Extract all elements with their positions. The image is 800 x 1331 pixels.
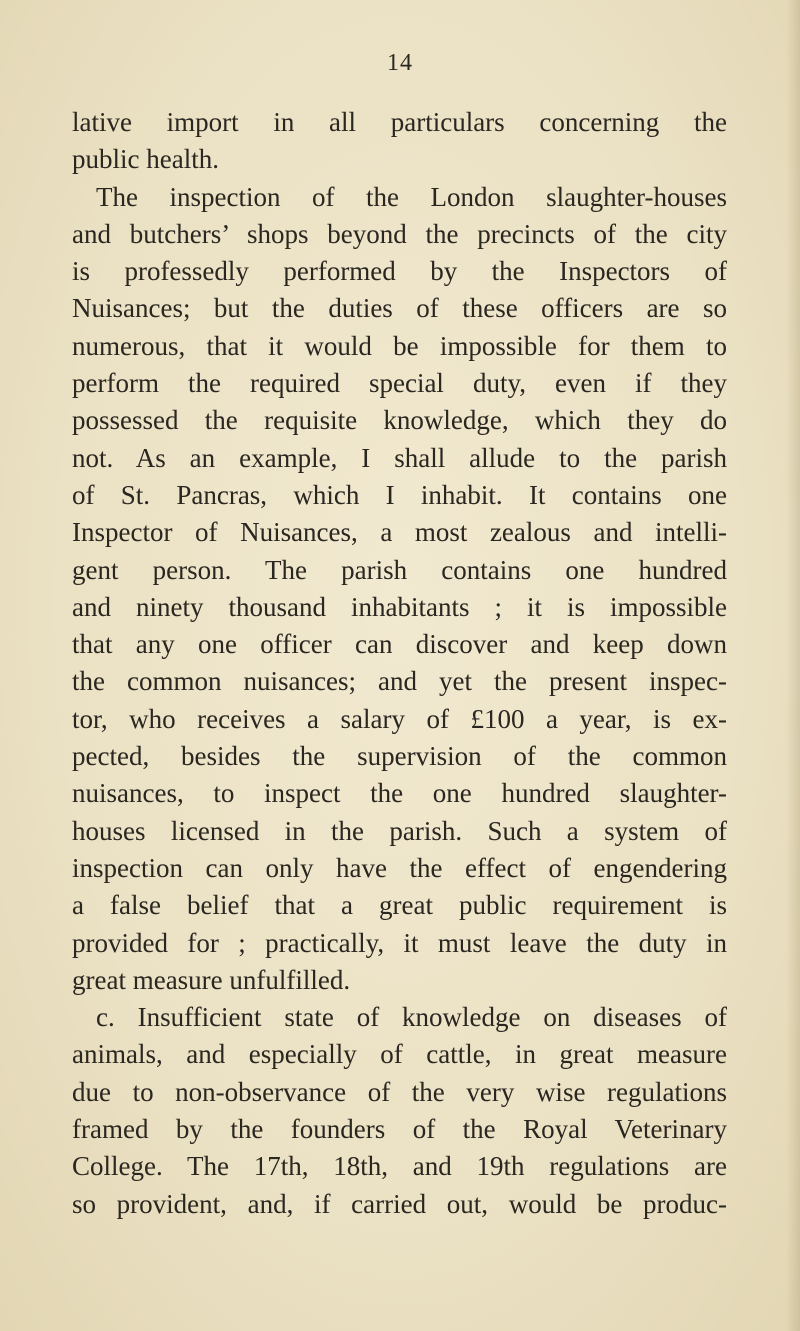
- text-line: Inspector of Nuisances, a most zealous and intelli-: [72, 517, 727, 548]
- text-line: gent person. The parish contains one hundred: [72, 554, 727, 585]
- text-line: Nuisances; but the duties of these officers are so: [72, 293, 727, 324]
- body-text: [72, 104, 727, 1223]
- text-line: College. The 17th, 18th, and 19th regulations are: [72, 1151, 727, 1182]
- text-line: and ninety thousand inhabitants ; it is impossible: [72, 591, 727, 622]
- text-line: not. As an example, I shall allude to the parish: [72, 442, 727, 473]
- text-line: tor, who receives a salary of £100 a year, is ex-: [72, 703, 727, 734]
- text-line: due to non-observance of the very wise regulations: [72, 1076, 727, 1107]
- text-line: lative import in all particulars concerning the: [72, 107, 727, 137]
- text-line: animals, and especially of cattle, in great measure: [72, 1039, 727, 1070]
- text-line: houses licensed in the parish. Such a system of: [72, 815, 727, 846]
- text-line: and butchers’ shops beyond the precincts of the city: [72, 218, 727, 249]
- text-line: framed by the founders of the Royal Veterinary: [72, 1114, 727, 1145]
- text-line: numerous, that it would be impossible for them to: [72, 330, 727, 361]
- text-line: inspection can only have the effect of engendering: [72, 852, 727, 883]
- text-line: so provident, and, if carried out, would be produc-: [72, 1188, 727, 1219]
- text-line: possessed the requisite knowledge, which they do: [72, 405, 727, 436]
- text-line: is professedly performed by the Inspectors of: [72, 256, 727, 287]
- text-line: nuisances, to inspect the one hundred slaughter-: [72, 778, 727, 809]
- text-line: provided for ; practically, it must leave the duty in: [72, 927, 727, 958]
- text-line: c. Insufficient state of knowledge on diseases of: [96, 1002, 727, 1033]
- text-line: a false belief that a great public requirement is: [72, 890, 727, 921]
- page-number: 14: [387, 50, 413, 76]
- text-line: the common nuisances; and yet the present inspec-: [72, 666, 727, 697]
- page-edge-shadow: [786, 0, 800, 1331]
- text-line: that any one officer can discover and keep down: [72, 629, 727, 660]
- text-line: of St. Pancras, which I inhabit. It contains one: [72, 479, 727, 510]
- text-line: great measure unfulfilled.: [72, 964, 351, 995]
- text-line: The inspection of the London slaughter-houses: [96, 181, 727, 212]
- text-line: perform the required special duty, even if they: [72, 368, 727, 399]
- text-line: pected, besides the supervision of the common: [72, 741, 727, 772]
- text-line: public health.: [72, 144, 219, 175]
